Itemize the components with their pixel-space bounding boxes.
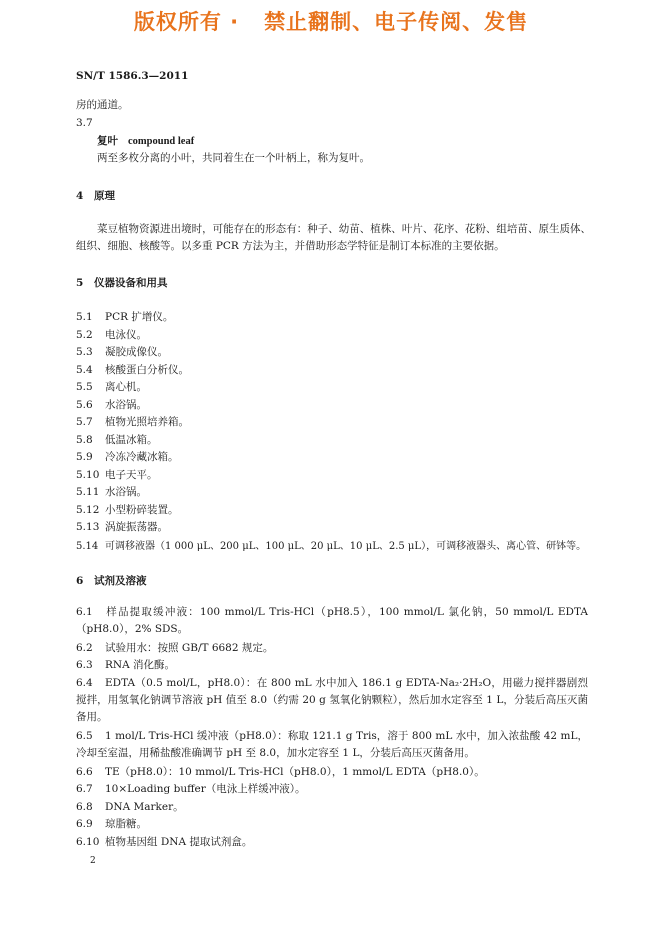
list-item: 5.12 小型粉碎装置。	[76, 504, 179, 516]
list-item: 5.1 PCR 扩增仪。	[76, 311, 174, 323]
list-item: 5.2 电泳仪。	[76, 329, 147, 341]
list-item: 6.2 试验用水：按照 GB/T 6682 规定。	[76, 642, 274, 654]
term-heading	[97, 135, 194, 148]
section-number: 6	[76, 575, 84, 587]
list-item: 5.10 电子天平。	[76, 469, 158, 481]
standard-id: SN/T 1586.3—2011	[76, 70, 189, 82]
list-item: 5.11 水浴锅。	[76, 486, 147, 498]
list-item: 6.1 样品提取缓冲液：100 mmol/L Tris-HCl（pH8.5），100 mmol/L 氯化钠，50 mmol/L EDTA（pH8.0），2% SDS。	[76, 606, 588, 635]
section-4-paragraph: 菜豆植物资源进出境时，可能存在的形态有：种子、幼苗、植株、叶片、花序、花粉、组培苗、原生质体、组织、细胞、核酸等。以多重 PCR 方法为主，并借助形态学特征是制订本标准的主要依据。	[76, 223, 591, 252]
list-item: 5.6 水浴锅。	[76, 399, 147, 411]
list-item: 6.8 DNA Marker。	[76, 801, 184, 813]
list-item: 6.9 琼脂糖。	[76, 818, 147, 830]
list-item: 5.4 核酸蛋白分析仪。	[76, 364, 189, 376]
section-6-heading	[76, 573, 147, 588]
list-item: 5.13 涡旋振荡器。	[76, 521, 168, 533]
term-english: compound leaf	[128, 136, 195, 147]
section-number: 5	[76, 277, 84, 289]
list-item: 5.8 低温冰箱。	[76, 434, 158, 446]
list-item: 5.5 离心机。	[76, 381, 147, 393]
list-item: 6.6 TE（pH8.0）：10 mmol/L Tris-HCl（pH8.0），1 mmol/L EDTA（pH8.0）。	[76, 766, 485, 778]
list-item: 5.3 凝胶成像仪。	[76, 346, 168, 358]
list-item: 5.9 冷冻冷藏冰箱。	[76, 451, 179, 463]
section-number: 4	[76, 190, 84, 202]
term-number: 3.7	[76, 117, 93, 129]
carryover-text: 房的通道。	[76, 99, 129, 111]
list-item: 5.7 植物光照培养箱。	[76, 416, 189, 428]
section-title: 原理	[94, 190, 115, 202]
section-title: 仪器设备和用具	[94, 277, 168, 289]
list-item: 6.7 10×Loading buffer（电泳上样缓冲液）。	[76, 783, 306, 795]
term-definition: 两至多枚分离的小叶，共同着生在一个叶柄上，称为复叶。	[97, 152, 370, 164]
term-chinese: 复叶	[97, 135, 118, 147]
list-item: 6.3 RNA 消化酶。	[76, 659, 176, 671]
list-item: 6.4 EDTA（0.5 mol/L，pH8.0）：在 800 mL 水中加入 186.1 g EDTA-Na₂·2H₂O，用磁力搅拌器剧烈搅拌，用氢氧化钠调节溶液 pH 值至 8.0（约需 20 g 氢氧化钠颗粒），然后加水定容至 1 L，分装后高压灭菌备用。	[76, 677, 588, 723]
section-5-heading	[76, 275, 168, 290]
list-item: 5.14 可调移液器（1 000 μL、200 μL、100 μL、20 μL、10 μL、2.5 μL），可调移液器头、离心管、研钵等。	[76, 541, 587, 552]
copyright-banner: 版权所有 · 禁止翻制、电子传阅、发售	[133, 10, 529, 34]
section-4-heading	[76, 188, 115, 203]
section-title: 试剂及溶液	[94, 575, 147, 587]
list-item: 6.10 植物基因组 DNA 提取试剂盒。	[76, 836, 253, 848]
list-item: 6.5 1 mol/L Tris-HCl 缓冲液（pH8.0）：称取 121.1 g Tris，溶于 800 mL 水中，加入浓盐酸 42 mL，冷却至室温，用稀盐酸准确调节 pH 至 8.0，加水定容至 1 L，分装后高压灭菌备用。	[76, 730, 588, 759]
page-number: 2	[90, 856, 96, 866]
